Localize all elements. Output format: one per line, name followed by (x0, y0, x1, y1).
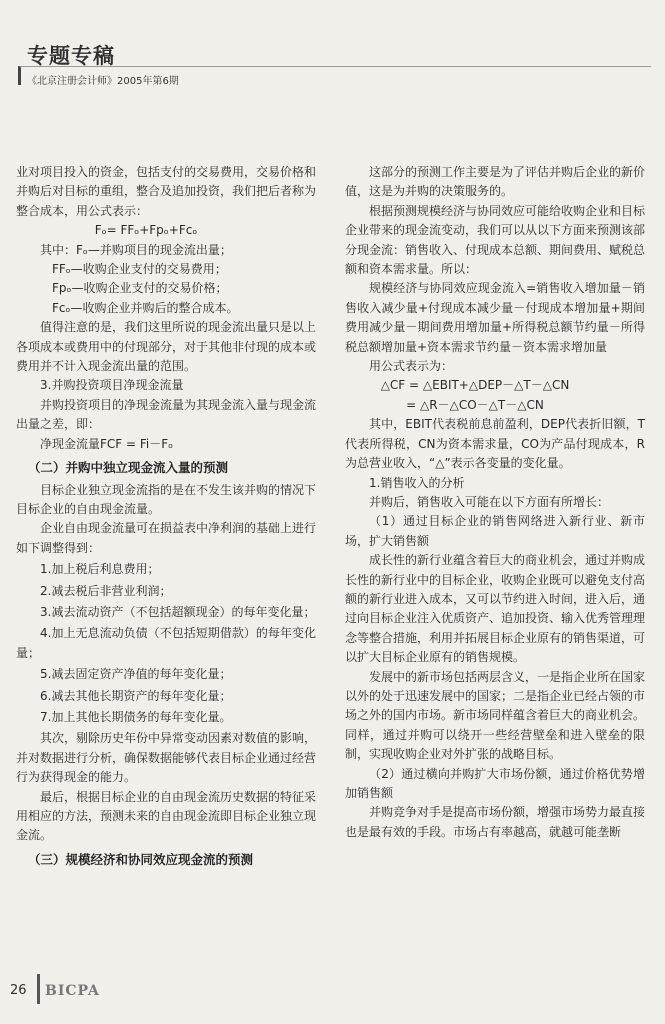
paragraph: 其中，EBIT代表税前息前盈利，DEP代表折旧额，T代表所得税，CN为资本需求量，CO为产品付现成本，R为总营业收入，“△”表示各变量的变化量。 (345, 417, 645, 471)
paragraph: 规模经济与协同效应现金流入=销售收入增加量－销售收入减少量+付现成本减少量－付现成本增加量+期间费用减少量－期间费用增加量+所得税总额节约量－所得税总额增加量+资本需求节约量－资本需求增加量 (345, 281, 645, 354)
formula: Fₒ= FFₒ+Fpₒ+Fcₒ (94, 223, 198, 238)
list-item: 1.加上税后利息费用； (40, 562, 160, 577)
page-number: 26 (10, 983, 27, 998)
paragraph: 企业自由现金流量可在损益表中净利润的基础上进行如下调整得到： (16, 521, 317, 555)
list-item: 7.加上其他长期债务的每年变化量。 (40, 709, 232, 724)
footer-divider (37, 974, 40, 1004)
paragraph: 1.销售收入的分析 (369, 475, 465, 490)
paragraph: 并购后，销售收入可能在以下方面有所增长： (369, 494, 610, 509)
list-item: 3.减去流动资产（不包括超额现金）的每年变化量； (40, 604, 316, 619)
section-heading: （二）并购中独立现金流入量的预测 (28, 460, 229, 476)
journal-issue: 《北京注册会计师》2005年第6期 (27, 76, 179, 87)
paragraph: 发展中的新市场包括两层含义，一是指企业所在国家以外的处于迅速发展中的国家；二是指企业已经占领的市场之外的国内市场。新市场同样蕴含着巨大的商业机会。同样，通过并购可以绕开一些经营壁垒和进入壁垒的限制，实现收购企业对外扩张的战略目标。 (345, 669, 646, 762)
paragraph: （2）通过横向并购扩大市场份额，通过价格优势增加销售额 (345, 766, 645, 800)
paragraph: 并购竞争对手是提高市场份额，增强市场势力最直接也是最有效的手段。市场占有率越高，就越可能垄断 (345, 805, 646, 839)
definition-line: Fcₒ—收购企业并购后的整合成本。 (52, 300, 239, 315)
paragraph: 用公式表示为： (369, 359, 454, 374)
definition-line: FFₒ—收购企业支付的交易费用； (52, 262, 227, 277)
list-item: 6.减去其他长期资产的每年变化量； (40, 688, 232, 703)
paragraph: 并购投资项目的净现金流量为其现金流入量与现金流出量之差，即： (16, 397, 317, 432)
formula: = △R－△CO－△T－△CN (406, 397, 544, 412)
paragraph: 目标企业独立现金流指的是在不发生该并购的情况下目标企业的自由现金流量。 (16, 482, 317, 516)
paragraph: 其次，剔除历史年份中异常变动因素对数值的影响，并对数据进行分析，确保数据能够代表目标企业通过经营行为获得现金的能力。 (16, 731, 317, 785)
paragraph: 根据预测规模经济与协同效应可能给收购企业和目标企业带来的现金流变动，我们可以从以下方面来预测该部分现金流：销售收入、付现成本总额、期间费用、赋税总额和资本需求量。所以： (345, 203, 646, 277)
paragraph: 值得注意的是，我们这里所说的现金流出量只是以上各项成本或费用中的付现部分，对于其他非付现的成本或费用并不计入现金流出量的范围。 (16, 320, 317, 374)
paragraph: 成长性的新行业蕴含着巨大的商业机会，通过并购成长性的新行业中的目标企业，收购企业既可以避免支付高额的新行业进入成本，又可以节约进入时间，进入后，通过向目标企业注入优质资产、追加投资、输入优秀管理理念等整合措施，利用并拓展目标企业原有的销售渠道，可以扩大目标企业原有的销售规模。 (345, 553, 646, 665)
paragraph: 3.并购投资项目净现金流量 (40, 378, 184, 393)
list-item: 2.减去税后非营业利润； (40, 583, 172, 598)
formula: △CF = △EBIT+△DEP－△T－△CN (380, 378, 570, 393)
left-column (16, 163, 316, 872)
section-title: 专题专稿 (27, 44, 115, 68)
list-item: 5.减去固定资产净值的每年变化量； (40, 667, 232, 682)
paragraph: 这部分的预测工作主要是为了评估并购后企业的新价值，这是为并购的决策服务的。 (345, 165, 646, 199)
right-column (345, 163, 645, 842)
paragraph: （1）通过目标企业的销售网络进入新行业、新市场，扩大销售额 (345, 514, 645, 548)
section-heading: （三）规模经济和协同效应现金流的预测 (28, 851, 254, 867)
definition-line: Fpₒ—收购企业支付的交易价格； (52, 281, 228, 296)
paragraph: 净现金流量FCF = Fi－Fₒ (40, 436, 174, 451)
list-item: 4.加上无息流动负债（不包括短期借款）的每年变化量； (16, 626, 316, 660)
footer-label: BICPA (45, 983, 100, 999)
paragraph: 业对项目投入的资金，包括支付的交易费用，交易价格和并购后对目标的重组，整合及追加投资，我们把后者称为整合成本，用公式表示： (16, 165, 317, 218)
paragraph: 最后，根据目标企业的自由现金流历史数据的特征采用相应的方法，预测未来的自由现金流即目标企业独立现金流。 (16, 789, 317, 843)
paragraph: 其中：Fₒ—并购项目的现金流出量； (40, 242, 232, 257)
